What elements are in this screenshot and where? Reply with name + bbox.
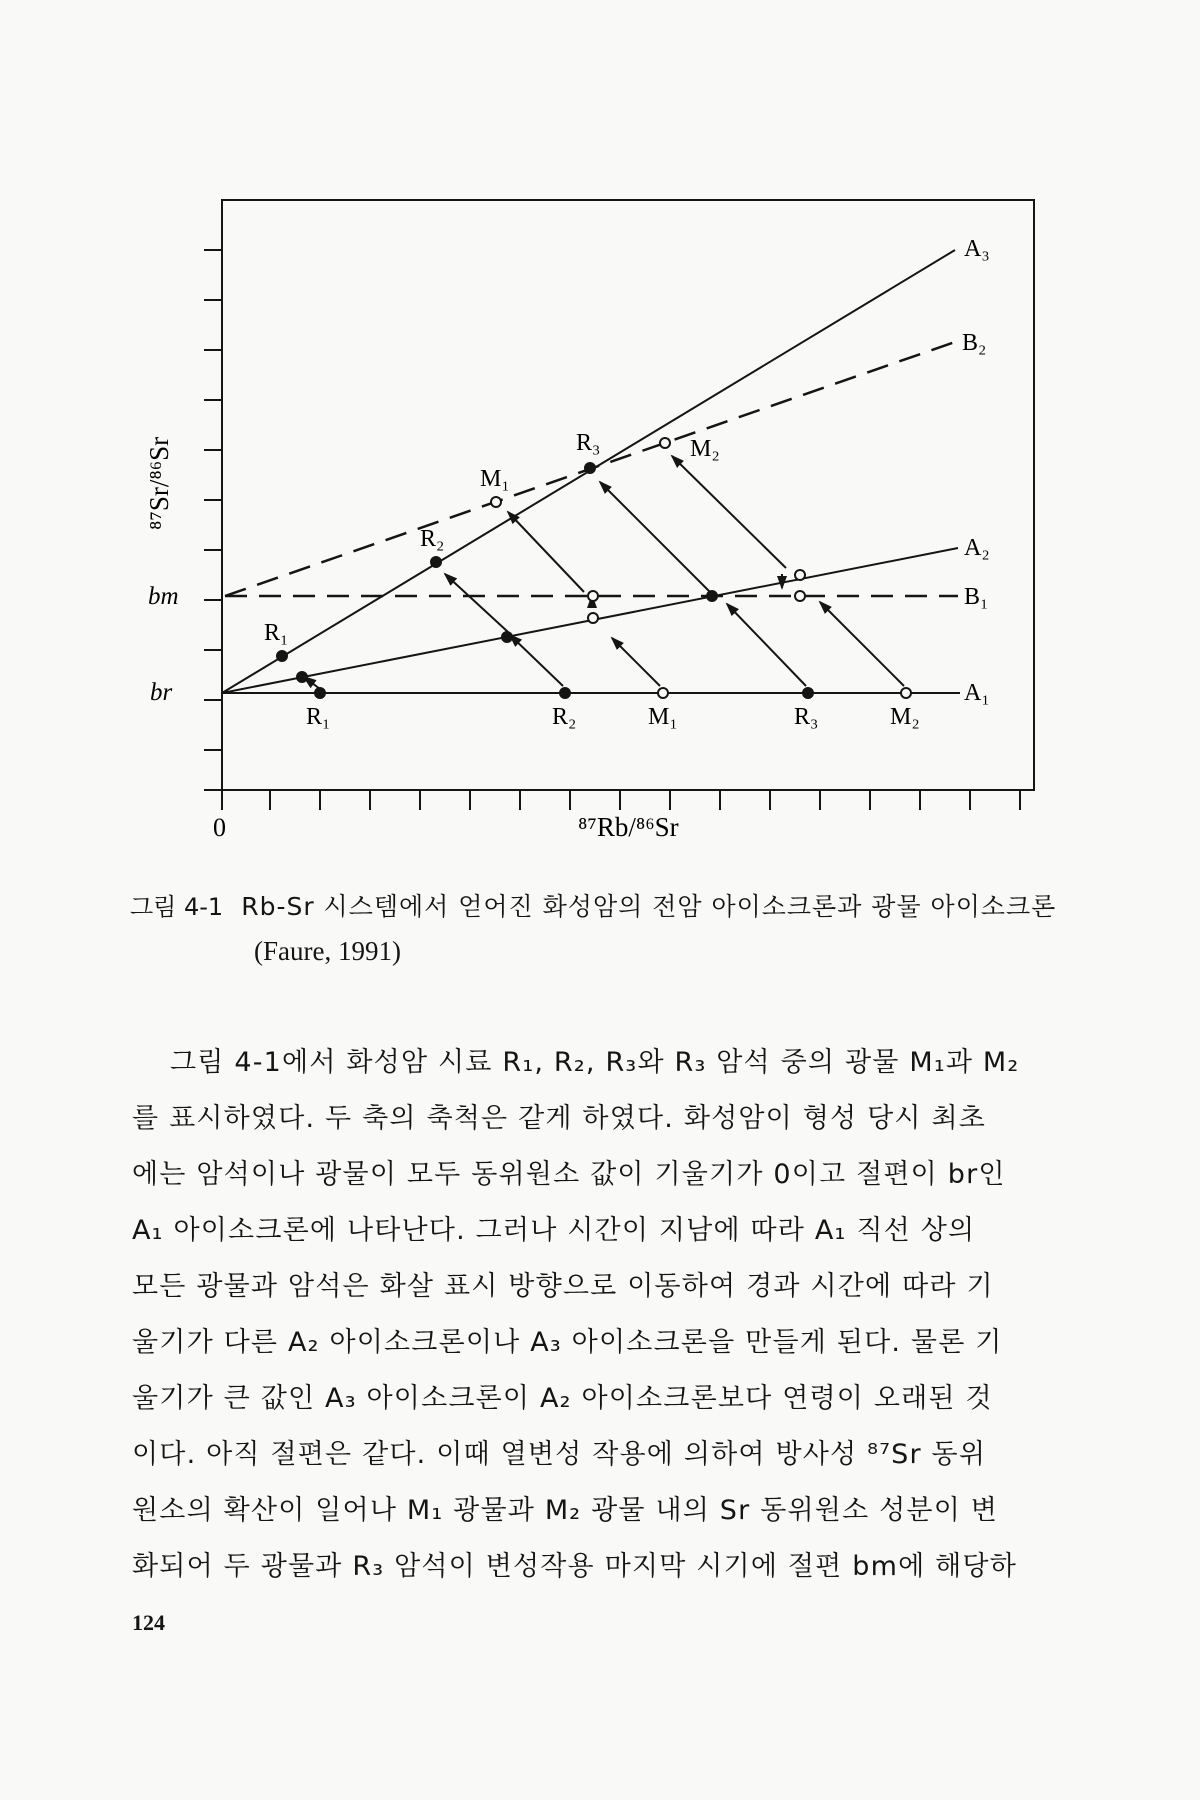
body-line: 원소의 확산이 일어나 M₁ 광물과 M₂ 광물 내의 Sr 동위원소 성분이 변	[132, 1495, 999, 1526]
isochron-figure	[0, 0, 1200, 860]
point-m1-b1	[588, 591, 598, 601]
point-label-r1-a1: R₁	[306, 704, 331, 730]
point-m2-a1	[901, 688, 911, 698]
point-r1-a2	[297, 672, 307, 682]
line-label-a2: A₂	[964, 535, 990, 561]
line-label-a3: A₃	[964, 236, 990, 262]
line-label-b1: B₁	[964, 584, 989, 610]
page-number: 124	[132, 1610, 165, 1635]
point-m1-b2	[491, 497, 501, 507]
y-axis-ticks	[204, 250, 222, 790]
origin-label: 0	[213, 813, 226, 842]
point-label-r2-a3: R₂	[420, 526, 445, 552]
x-axis-label: ⁸⁷Rb/⁸⁶Sr	[578, 812, 679, 842]
body-line: 에는 암석이나 광물이 모두 동위원소 값이 기울기가 0이고 절편이 br인	[132, 1159, 1006, 1190]
point-m1-a1	[658, 688, 668, 698]
point-label-r2-a1: R₂	[552, 704, 577, 730]
body-line: 울기가 다른 A₂ 아이소크론이나 A₃ 아이소크론을 만들게 된다. 물론 기	[132, 1327, 1003, 1358]
plot-frame	[222, 200, 1034, 790]
line-label-b2: B₂	[962, 330, 987, 356]
figure-caption	[130, 885, 1090, 973]
point-r2-a1	[560, 688, 570, 698]
point-r3-a3	[585, 463, 595, 473]
point-r2-a3	[431, 557, 441, 567]
x-axis-ticks	[222, 790, 1020, 810]
y-mark-bm: bm	[148, 583, 179, 610]
point-m1-a2	[588, 613, 598, 623]
point-r1-a3	[277, 651, 287, 661]
point-r1-a1	[315, 688, 325, 698]
point-m2-b2	[660, 438, 670, 448]
caption-label: 그림 4-1	[130, 893, 224, 921]
caption-text: Rb-Sr 시스템에서 얻어진 화성암의 전암 아이소크론과 광물 아이소크론	[241, 892, 1057, 921]
body-line: 를 표시하였다. 두 축의 축척은 같게 하였다. 화성암이 형성 당시 최초	[132, 1103, 987, 1134]
caption-reference: (Faure, 1991)	[254, 936, 401, 966]
point-m2-b1	[795, 591, 805, 601]
data-points	[277, 438, 911, 698]
point-m2-a2	[795, 570, 805, 580]
y-mark-br: br	[150, 679, 173, 706]
y-axis-label: ⁸⁷Sr/⁸⁶Sr	[144, 436, 174, 530]
point-label-m1-b2: M₁	[480, 466, 510, 492]
body-line: 이다. 아직 절편은 같다. 이때 열변성 작용에 의하여 방사성 ⁸⁷Sr 동위	[132, 1439, 987, 1470]
point-r3-a1	[803, 688, 813, 698]
body-line: 모든 광물과 암석은 화살 표시 방향으로 이동하여 경과 시간에 따라 기	[132, 1271, 994, 1302]
point-label-m1-a1: M₁	[648, 704, 678, 730]
point-r2-a2	[502, 632, 512, 642]
displacement-arrows	[304, 456, 904, 689]
body-paragraph	[132, 1035, 1072, 1595]
body-line: A₁ 아이소크론에 나타난다. 그러나 시간이 지남에 따라 A₁ 직선 상의	[132, 1215, 976, 1246]
body-line: 그림 4-1에서 화성암 시료 R₁, R₂, R₃와 R₃ 암석 중의 광물 M₁과 M₂	[170, 1047, 1020, 1078]
body-line: 울기가 큰 값인 A₃ 아이소크론이 A₂ 아이소크론보다 연령이 오래된 것	[132, 1383, 993, 1414]
point-r3-a2	[707, 591, 717, 601]
point-label-r3-a1: R₃	[794, 704, 819, 730]
point-label-m2-b2: M₂	[690, 436, 720, 462]
point-label-r3-a3: R₃	[576, 430, 601, 456]
body-line: 화되어 두 광물과 R₃ 암석이 변성작용 마지막 시기에 절편 bm에 해당하	[132, 1551, 1017, 1582]
point-label-m2-a1: M₂	[890, 704, 920, 730]
line-label-a1: A₁	[964, 680, 990, 706]
point-label-r1-a3: R₁	[264, 620, 289, 646]
